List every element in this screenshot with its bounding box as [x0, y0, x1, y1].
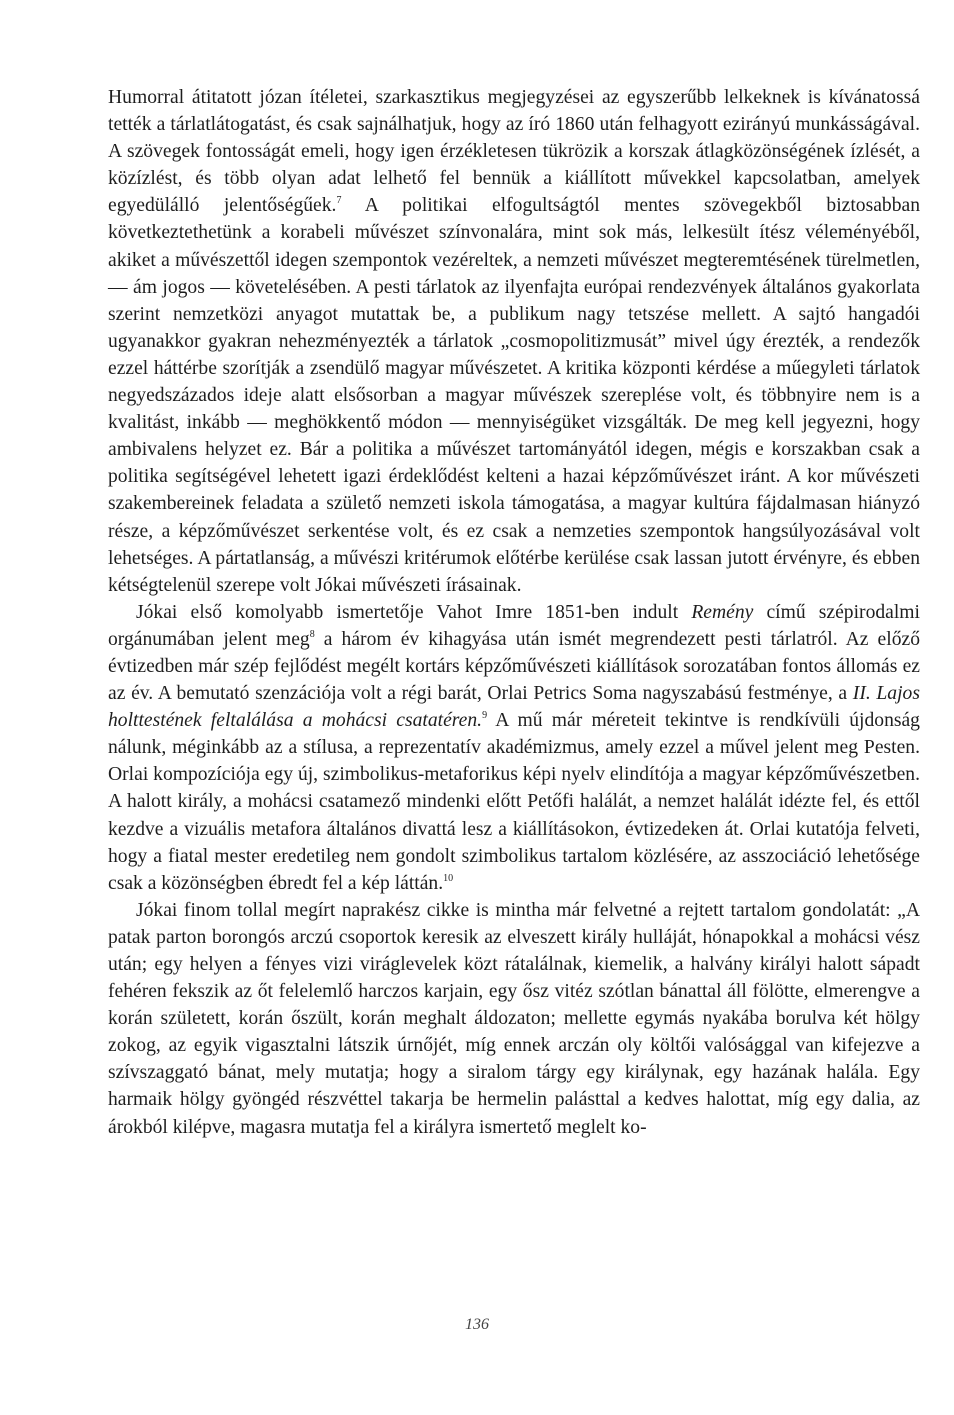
paragraph-2 [108, 599, 920, 897]
text-run: Jókai első komolyabb ismertetője Vahot Imre 1851-ben indult [136, 601, 692, 623]
paragraph-3 [108, 897, 920, 1141]
page-number: 136 [465, 1316, 489, 1333]
footnote-ref: 10 [443, 872, 454, 884]
text-run: a három év kihagyása után ismét megrendezett pesti tárlatról. Az előző évtizedben már szép fejlődést megélt kortárs képzőművészeti kiállítások sorozatában fontos állomás ez az év. A bemutató szenzációja volt a régi barát, Orlai Petrics Soma nagyszabású festménye, a [108, 628, 920, 705]
footnote-ref: 9 [482, 710, 488, 722]
text-run: A mű már méreteit tekintve is rendkívüli újdonság nálunk, méginkább az a stílusa, a reprezentatív akadémizmus, amely ezzel a művel jelent meg Pesten. Orlai kompozíciója egy új, szimbolikus-metaforikus képi nyelv elindítója a magyar képzőművészetben. A halott király, a mohácsi csatamező mindenki előtt Petőfi halálát, a nemzet halálát idézte fel, és ettől kezdve a vizuális metafora általános divattá lesz a kiállításokon, évtizedeken át. Orlai kutatója felveti, hogy a fiatal mester eredetileg nem gondolt szimbolikus tartalom közlésére, az asszociáció lehetősége csak a közönségben ébredt fel a kép láttán. [108, 710, 920, 894]
italic-title: II. Lajos holttestének feltalálása a mohácsi csatatéren. [108, 683, 920, 732]
text-run: Humorral átitatott józan ítéletei, szarkasztikus megjegyzései az egyszerűbb lelkeknek is kívánatossá tették a tárlatlátogatást, és csak sajnálhatjuk, hogy az író 1860 után felhagyott ezirányú munkásságával. A szövegek fontosságát emeli, hogy igen érzékletesen tükrözik a korszak átlagközönségének ízlését, a közízlést, és több olyan adat lelhető fel bennük a kiállított művekkel kapcsolatban, amelyek egyedülálló jelentőségűek. [108, 87, 920, 217]
paragraph-1 [108, 84, 920, 599]
page-body [108, 84, 920, 1141]
footnote-ref: 8 [309, 628, 315, 640]
footnote-ref: 7 [336, 195, 342, 207]
italic-title: Remény [691, 601, 754, 623]
text-run: című szépirodalmi orgánumában jelent meg [108, 601, 920, 650]
text-run: A politikai elfogultságtól mentes szövegekből biztosabban következtethetünk a korabeli művészet színvonalára, mint sok más, lelkesült ítész véleményéből, akiket a művészettől idegen szempontok vezéreltek, a nemzeti művészet megteremtésének türelmetlen, — ám jogos — követelésében. A pesti tárlatok az ilyenfajta európai rendezvények általános gyakorlata szerint nemzetközi anyagot mutattak be, a publikum nagy tetszése mellett. A sajtó hangadói ugyanakkor gyakran nehezményezték a tárlatok „cosmopolitizmusát” mivel úgy érezték, a rendezők ezzel háttérbe szorítják a zsendülő magyar művészetet. A kritika központi kérdése a műegyleti tárlatok negyedszázados ideje alatt elsősorban a magyar művészek szereplése volt, és többnyire nem is a kvalitást, inkább — meghökkentő módon — mennyiségüket vizsgálták. De meg kell jegyezni, hogy ambivalens helyzet ez. Bár a politika a művészet tartományától idegen, mégis e korszakban csak a politika segítségével lehetett igazi érdeklődést kelteni a hazai képzőművészet iránt. A kor művészeti szakembereinek feladata a születő nemzeti iskola támogatása, a magyar kultúra fájdalmasan hiányzó része, a képzőművészet serkentése volt, és ez csak a nemzeties szempontok hangsúlyozásával volt lehetséges. A pártatlanság, a művészi kritérumok előtérbe kerülése csak lassan jutott érvényre, és ebben kétségtelenül szerepe volt Jókai művészeti írásainak. [108, 195, 920, 596]
text-run: Jókai finom tollal megírt naprakész cikke is mintha már felvetné a rejtett tartalom gondolatát: „A patak parton borongós arczú csoportok keresik az elveszett király hulláját, hónapokkal a mohácsi vész után; egy helyen a fényes vizi viráglevelek közt rátalálnak, kiemelik, a halvány királyi halott sápadt fehéren fekszik az őt felelemlő harczos karjain, egy ősz vitéz szótlan bánattal áll fölötte, elmerengve a korán született, korán őszült, korán meghalt áldozaton; mellette egymás nyakába borulva két hölgy zokog, az egyik vigasztalni látszik úrnőjét, míg ennek arczán oly költői valósággal van kifejezve a szívszaggató bánat, mely mutatja; hogy a siralom tárgy egy királynak, egy hazának halála. Egy harmaik hölgy gyöngéd részvéttel takarja be hermelin palásttal a kedves halottat, míg egy dalia, az árokból kilépve, magasra mutatja fel a királyra ismertető meglelt ko- [108, 899, 920, 1138]
